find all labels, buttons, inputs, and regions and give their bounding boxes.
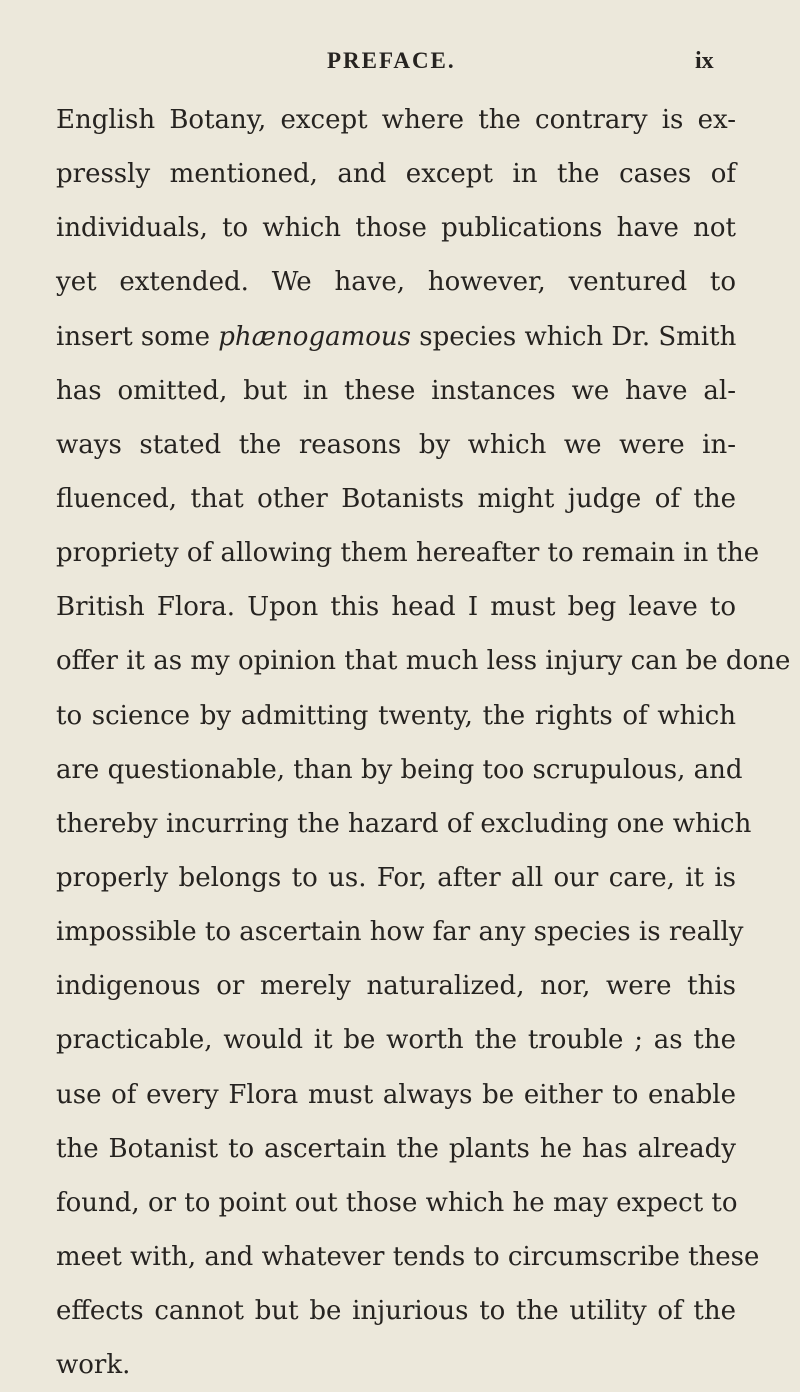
- text-line: thereby incurring the hazard of excluding one which: [56, 808, 752, 839]
- text-line: offer it as my opinion that much less injury can be done: [56, 646, 791, 677]
- text-line: pressly mentioned, and except in the cases of: [56, 159, 736, 190]
- text-line: impossible to ascertain how far any species is really: [56, 917, 744, 948]
- text-line: meet with, and whatever tends to circumscribe these: [56, 1241, 760, 1272]
- text-line: use of every Flora must always be either to enable: [56, 1079, 736, 1110]
- text-line: ways stated the reasons by which we were in-: [56, 429, 736, 460]
- text-line: the Botanist to ascertain the plants he has already: [56, 1133, 736, 1164]
- text-line: properly belongs to us. For, after all our care, it is: [56, 862, 736, 893]
- running-title: PREFACE.: [327, 48, 456, 73]
- text-line: practicable, would it be worth the trouble ; as the: [56, 1025, 736, 1056]
- text-line: fluenced, that other Botanists might judge of the: [56, 483, 736, 514]
- text-line: are questionable, than by being too scrupulous, and: [56, 754, 743, 785]
- text-line: propriety of allowing them hereafter to remain in the: [56, 538, 760, 569]
- text-line: [56, 310, 736, 364]
- text-line-before-italic: insert some: [56, 321, 219, 352]
- text-line: has omitted, but in these instances we have al-: [56, 375, 736, 406]
- text-line: yet extended. We have, however, ventured to: [56, 267, 736, 298]
- text-line: found, or to point out those which he may expect to: [56, 1187, 738, 1218]
- text-line: individuals, to which those publications have not: [56, 213, 736, 244]
- text-line: effects cannot but be injurious to the utility of the: [56, 1296, 736, 1327]
- text-line: indigenous or merely naturalized, nor, were this: [56, 971, 736, 1002]
- text-line: to science by admitting twenty, the rights of which: [56, 700, 736, 731]
- text-line: English Botany, except where the contrary is ex-: [56, 105, 736, 135]
- page-number: ix: [695, 48, 714, 74]
- text-line: work.: [56, 1350, 131, 1381]
- italic-term: phænogamous: [218, 321, 411, 352]
- text-line: British Flora. Upon this head I must beg leave to: [56, 592, 736, 623]
- preface-body-text: [56, 93, 791, 1392]
- text-line-after-italic: species which Dr. Smith: [411, 321, 737, 352]
- page-header: [0, 48, 800, 88]
